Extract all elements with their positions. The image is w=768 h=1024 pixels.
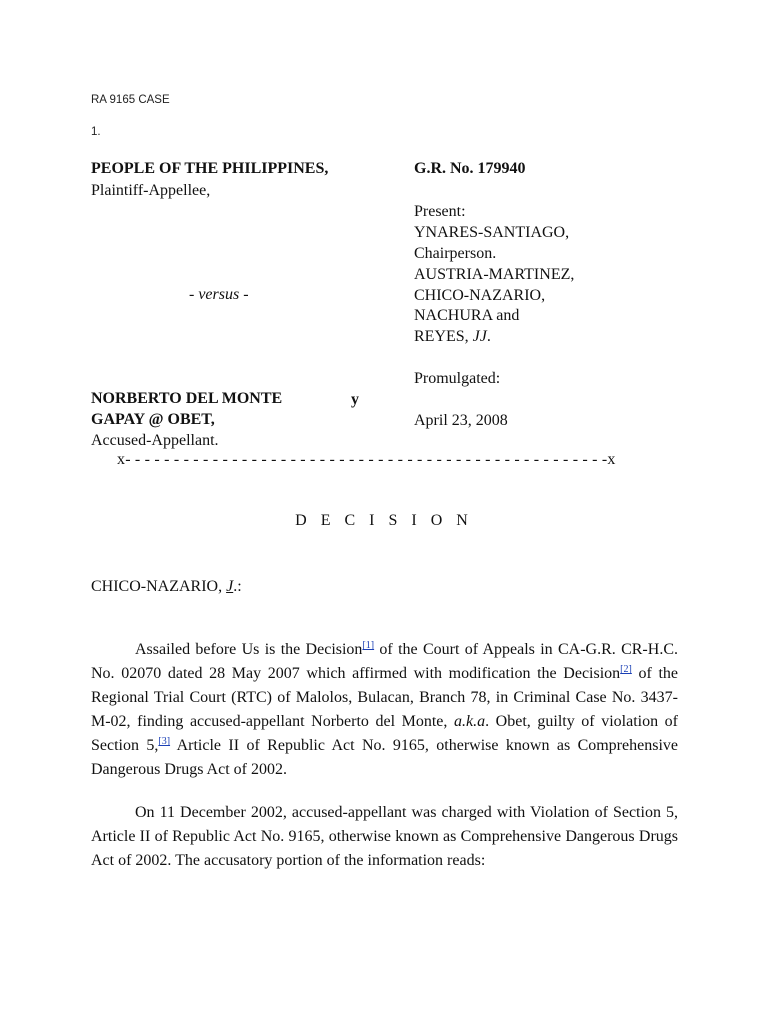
gr-number: G.R. No. 179940 — [414, 160, 526, 177]
promulgation-date: April 23, 2008 — [414, 412, 508, 429]
versus-label: - versus - — [189, 286, 249, 303]
accused-name-y: y — [351, 391, 359, 408]
case-tag: RA 9165 CASE — [91, 94, 170, 106]
justice-line: CHICO-NAZARIO, — [414, 287, 546, 304]
justice-line: NACHURA and — [414, 307, 520, 324]
footnote-link[interactable]: [2] — [620, 664, 632, 675]
footnote-link[interactable]: [1] — [362, 640, 375, 651]
caption-separator: x- - - - - - - - - - - - - - - - - - - - - - - - - - - - - - - - - - - - - - - - - - - - - - - - - -x — [117, 451, 616, 468]
promulgated-label: Promulgated: — [414, 370, 501, 387]
accused-role: Accused-Appellant. — [91, 432, 219, 449]
paragraph: Assailed before Us is the Decision[1] of the Court of Appeals in CA-G.R. CR-H.C. No. 02070 dated 28 May 2007 which affirmed with modification the Decision[2] of the Regional Trial Court (RTC) of Malolos, Bulacan, Branch 78, in Criminal Case No. 3437-M-02, finding accused-appellant Norberto del Monte, a.k.a. Obet, guilty of violation of Section 5,[3] Article II of Republic Act No. 9165, otherwise known as Comprehensive Dangerous Drugs Act of 2002. — [91, 640, 679, 778]
paragraph: On 11 December 2002, accused-appellant was charged with Violation of Section 5, Article II of Republic Act No. 9165, otherwise known as Comprehensive Dangerous Drugs Act of 2002. The accusatory portion of the information reads: — [91, 804, 678, 869]
present-label: Present: — [414, 203, 466, 220]
justice-line-last: REYES, JJ. — [414, 328, 491, 345]
justice-line: Chairperson. — [414, 245, 497, 262]
plaintiff-role: Plaintiff-Appellee, — [91, 182, 211, 199]
justice-line: YNARES-SANTIAGO, — [414, 224, 570, 241]
decision-title: D E C I S I O N — [295, 512, 473, 529]
case-number: 1. — [91, 126, 101, 138]
footnote-link[interactable]: [3] — [158, 736, 171, 747]
ponente: CHICO-NAZARIO, J.: — [91, 578, 242, 595]
accused-name-line1: NORBERTO DEL MONTE — [91, 390, 283, 407]
justice-line: AUSTRIA-MARTINEZ, — [414, 266, 575, 283]
plaintiff-name: PEOPLE OF THE PHILIPPINES, — [91, 160, 329, 177]
accused-name-line2: GAPAY @ OBET, — [91, 411, 215, 428]
